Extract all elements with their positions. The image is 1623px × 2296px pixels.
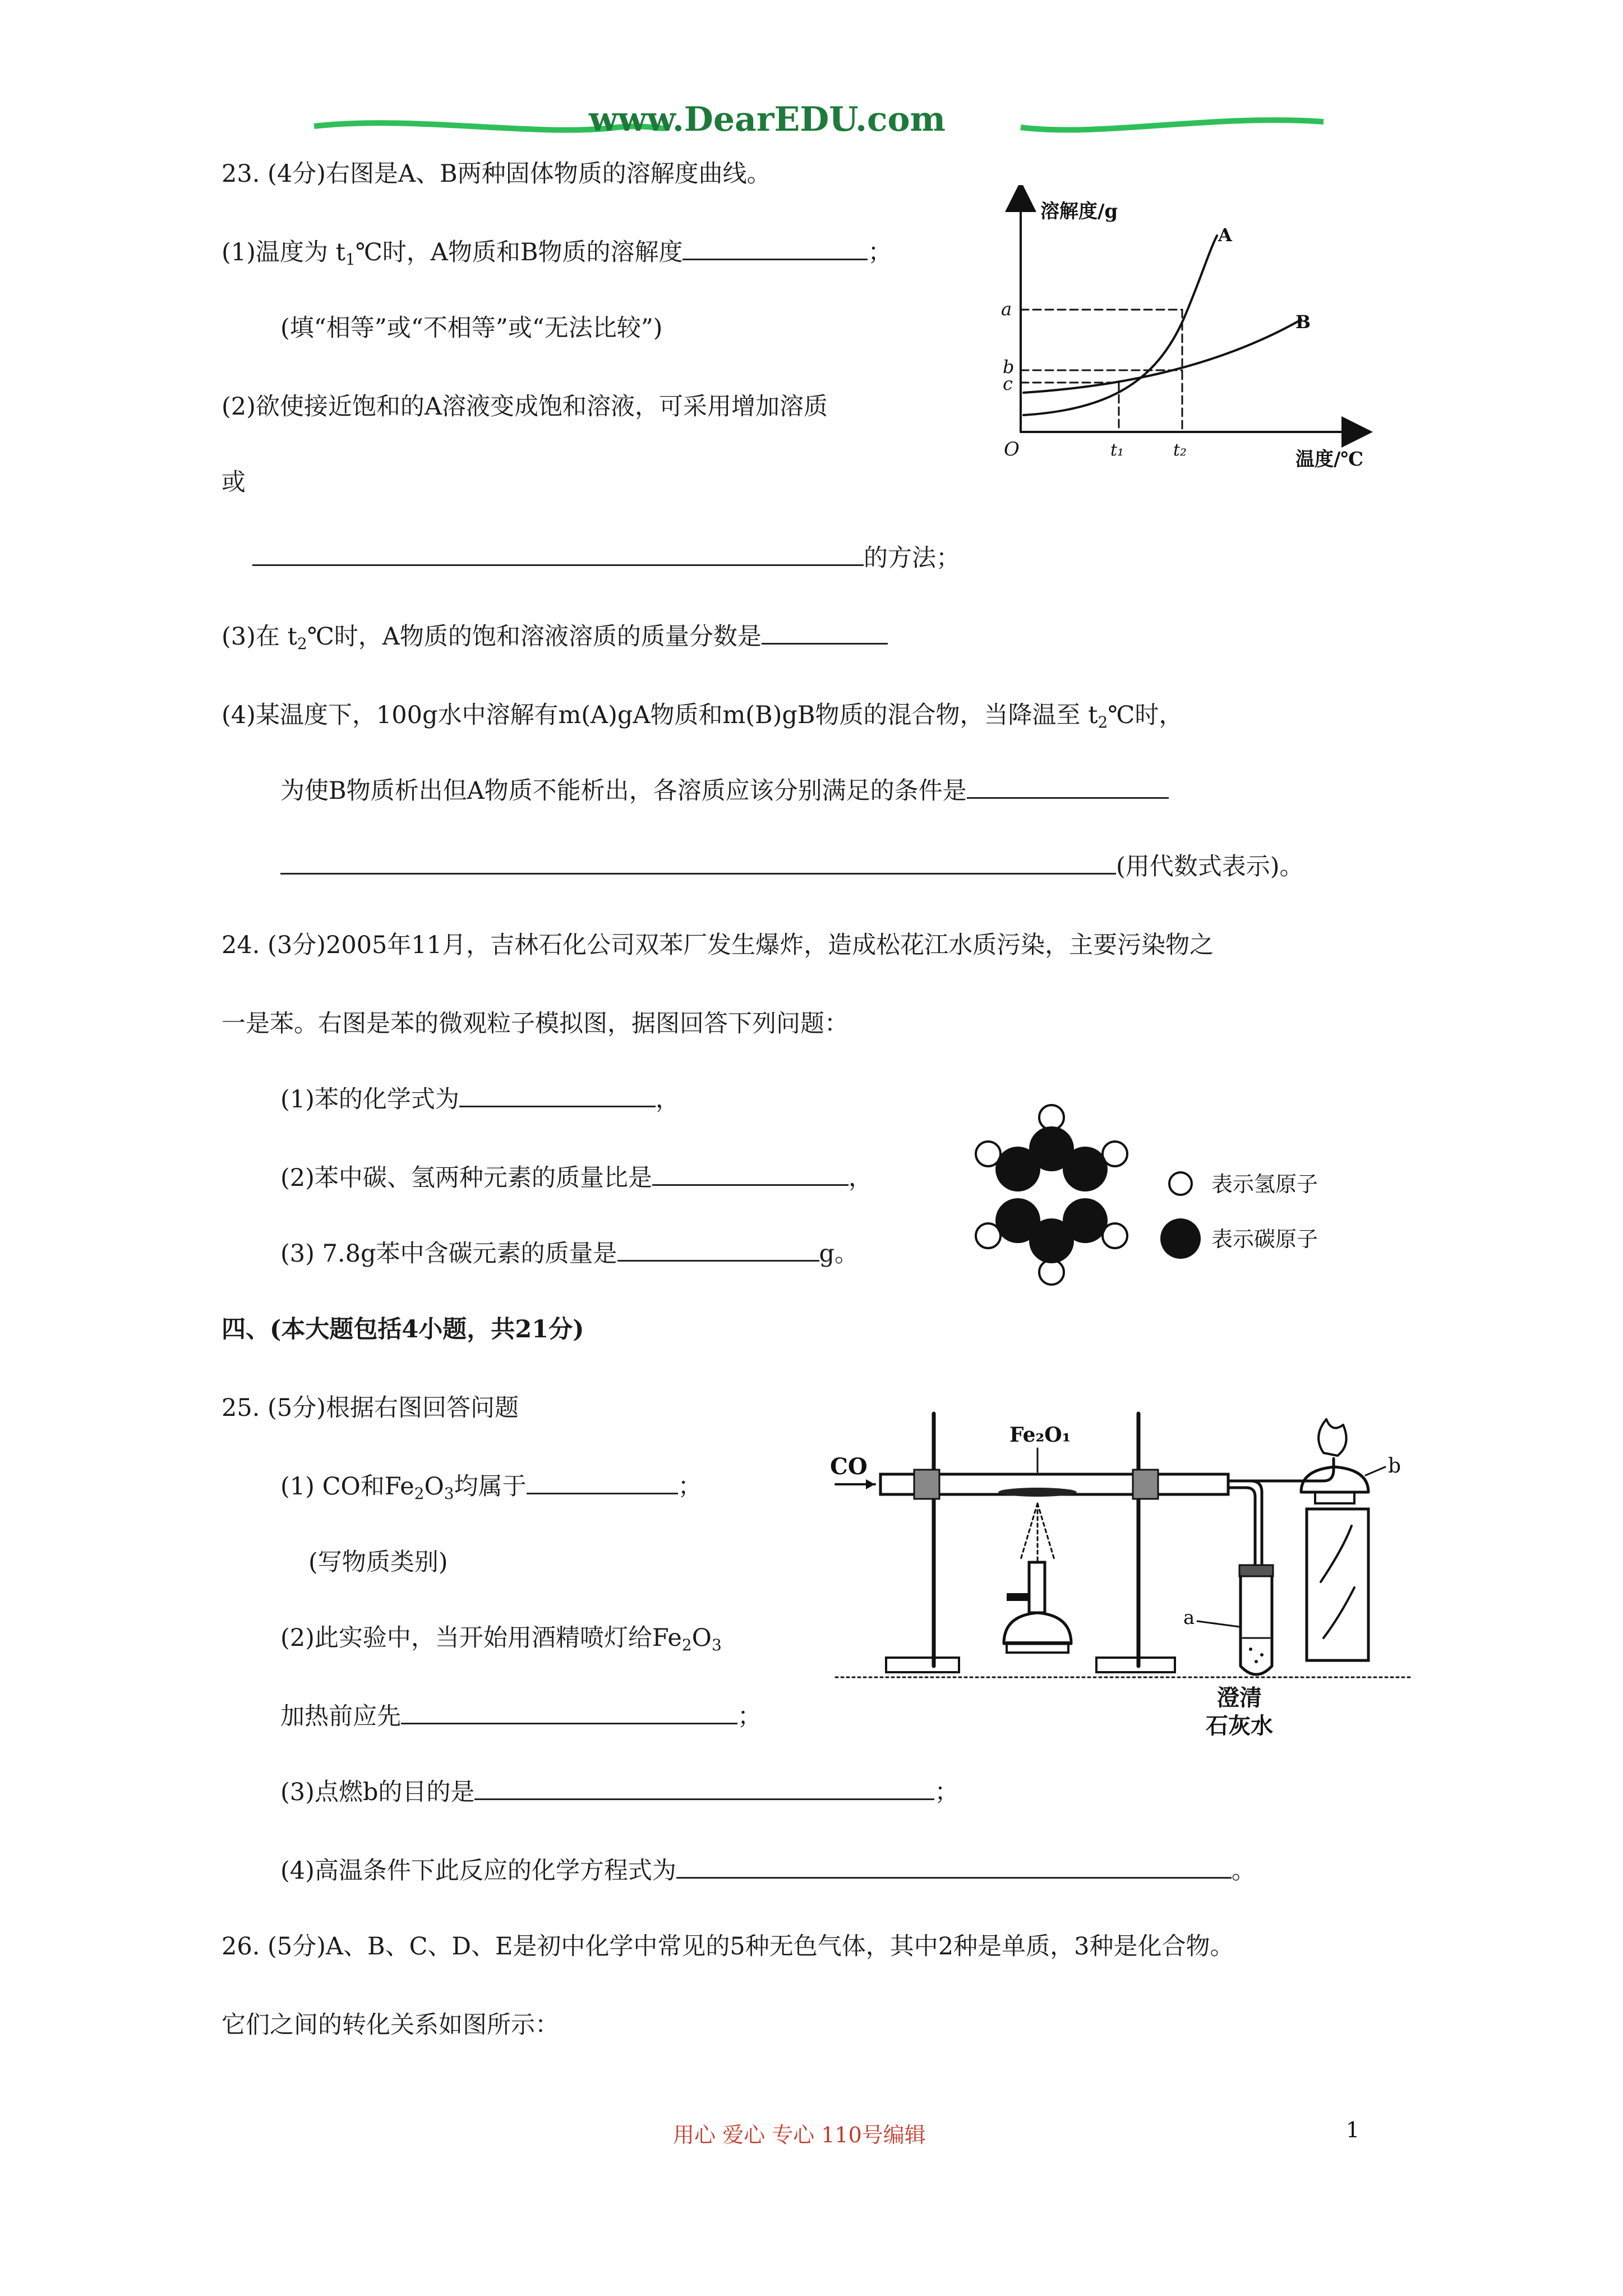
q24-part3: (3) 7.8g苯中含碳元素的质量是 g。 — [280, 1237, 859, 1271]
q23-part3: (3)在 $t_2℃$时，A物质的饱和溶液溶质的质量分数是 — [222, 620, 888, 661]
q23-part4-line2: 为使B物质析出但A物质不能析出，各溶质应该分别满足的条件是 — [280, 774, 1169, 808]
q26-title-line1: 26. (5分)A、B、C、D、E是初中化学中常见的5种无色气体，其中2种是单质，3种是化合物。 — [222, 1932, 1234, 1961]
q24-title-line1: 24. (3分)2005年11月，吉林石化公司双苯厂发生爆炸，造成松花江水质污染，主要污染物之 — [222, 931, 1214, 959]
q26-title-line2: 它们之间的转化关系如图所示： — [222, 2011, 559, 2039]
graph-tick-a: a — [1001, 298, 1012, 320]
q24-blank-3[interactable] — [617, 1237, 819, 1262]
q25-blank-3[interactable] — [474, 1776, 934, 1800]
q23-blank-4b[interactable] — [280, 850, 1116, 875]
carbon-atom — [1063, 1147, 1108, 1191]
left-iron-stand — [886, 1414, 959, 1672]
fe2o3-powder — [998, 1488, 1077, 1497]
reaction-tube — [880, 1470, 1228, 1499]
q23-title: 23. (4分)右图是A、B两种固体物质的溶解度曲线。 — [222, 160, 771, 188]
q23-blank-2[interactable] — [252, 542, 864, 566]
hydrogen-atom — [1039, 1105, 1064, 1130]
site-title[interactable]: www.DearEDU.com — [589, 100, 946, 139]
legend-carbon-icon — [1160, 1218, 1201, 1259]
graph-tick-c: c — [1003, 373, 1013, 394]
q23-part2-line1: (2)欲使接近饱和的A溶液变成饱和溶液，可采用增加溶质 — [222, 393, 828, 421]
benzene-ring — [976, 1105, 1127, 1285]
alcohol-burner-b — [1301, 1419, 1368, 1660]
hydrogen-atom — [1039, 1260, 1064, 1285]
graph-tick-t1: t₁ — [1110, 440, 1124, 460]
right-iron-stand — [1096, 1414, 1175, 1672]
q24-blank-2[interactable] — [652, 1162, 849, 1186]
q24-blank-1[interactable] — [459, 1083, 656, 1107]
graph-tick-t2: t₂ — [1173, 440, 1187, 460]
carbon-atom — [1029, 1218, 1074, 1263]
apparatus-figure — [819, 1402, 1424, 1739]
solubility-graph — [998, 185, 1391, 477]
footer-editor: 用心 爱心 专心 110号编辑 — [673, 2123, 926, 2147]
benzene-model — [965, 1099, 1458, 1307]
q23-part1-hint: (填“相等”或“不相等”或“无法比较”) — [280, 314, 663, 342]
limewater-label-2: 石灰水 — [1206, 1713, 1273, 1739]
q25-part2-line2: 加热前应先 ； — [280, 1700, 762, 1733]
q24-part2: (2)苯中碳、氢两种元素的质量比是 ， — [280, 1161, 873, 1195]
header-swoosh-right — [1021, 120, 1324, 130]
q23-part1: (1)温度为 $t_1℃$时，A物质和B物质的溶解度 ； — [222, 236, 892, 277]
graph-xlabel: 温度/℃ — [1295, 448, 1364, 471]
label-b: b — [1388, 1455, 1401, 1478]
q23-part2-line3: 的方法； — [252, 541, 960, 575]
legend-carbon-label: 表示碳原子 — [1211, 1227, 1318, 1251]
curve-a — [1023, 236, 1217, 415]
q23-blank-1[interactable] — [683, 236, 868, 260]
section-4-heading: 四、(本大题包括4小题，共21分) — [222, 1315, 584, 1343]
co-label: CO — [830, 1453, 868, 1480]
q23-part2-or: 或 — [222, 468, 246, 496]
limewater-label-1: 澄清 — [1217, 1685, 1262, 1711]
carbon-atom — [995, 1147, 1040, 1191]
q23-blank-3[interactable] — [762, 620, 888, 645]
label-a: a — [1183, 1607, 1195, 1629]
q24-title-line2: 一是苯。右图是苯的微观粒子模拟图，据图回答下列问题： — [222, 1010, 849, 1038]
q25-blank-1[interactable] — [527, 1470, 678, 1494]
q24-part1: (1)苯的化学式为 ， — [280, 1083, 680, 1116]
graph-curve-a-label: A — [1218, 224, 1232, 246]
fe2o3-label: Fe₂O₁ — [1009, 1423, 1071, 1447]
q25-part4: (4)高温条件下此反应的化学方程式为 。 — [280, 1854, 1256, 1888]
q25-title: 25. (5分)根据右图回答问题 — [222, 1394, 519, 1422]
legend-hydrogen-icon — [1169, 1172, 1192, 1195]
limewater-tube — [1239, 1565, 1273, 1674]
graph-origin: O — [1004, 438, 1020, 461]
spray-lamp — [1004, 1503, 1071, 1653]
graph-curve-b-label: B — [1295, 311, 1311, 333]
q25-part2-line1: (2)此实验中，当开始用酒精喷灯给$Fe_2O_3$ — [280, 1624, 722, 1654]
page-number: 1 — [1346, 2118, 1360, 2142]
q23-blank-4a[interactable] — [967, 775, 1169, 799]
q23-part4-line1: (4)某温度下，100g水中溶解有m(A)gA物质和m(B)gB物质的混合物，当降温至 $t_2℃$时， — [222, 701, 1183, 731]
q23-part4-line3: (用代数式表示)。 — [280, 850, 1304, 884]
q25-part1-hint: (写物质类别) — [308, 1548, 448, 1576]
q25-blank-4[interactable] — [676, 1855, 1232, 1879]
graph-ylabel: 溶解度/g — [1040, 200, 1118, 223]
q25-part1: (1) CO和$Fe_2O_3$均属于 ； — [280, 1470, 702, 1511]
graph-tick-b: b — [1003, 356, 1015, 378]
q25-part3: (3)点燃b的目的是 ； — [280, 1775, 958, 1809]
q25-blank-2[interactable] — [401, 1700, 737, 1724]
legend-hydrogen-label: 表示氢原子 — [1211, 1172, 1318, 1197]
